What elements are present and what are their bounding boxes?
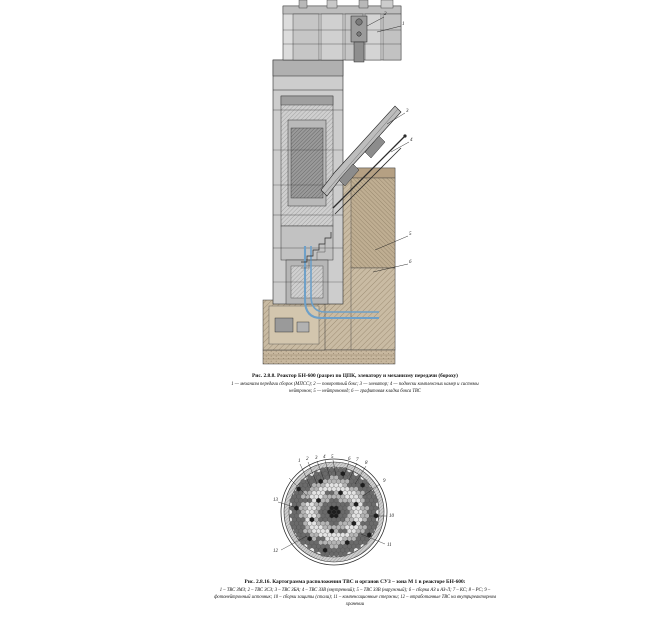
assembly-cell — [349, 548, 353, 553]
figure-core-map — [237, 440, 432, 575]
callout-3: 3 — [406, 109, 409, 114]
assembly-cell — [308, 544, 312, 549]
svg-text:1: 1 — [298, 459, 301, 464]
figure-reactor-cross-section — [255, 0, 430, 370]
svg-text:7: 7 — [356, 458, 359, 463]
svg-text:6: 6 — [348, 457, 351, 462]
svg-text:11: 11 — [387, 543, 392, 548]
assembly-cell — [356, 544, 360, 549]
figure1-caption-legend: 1 — механизм передачи сборок (МПСС); 2 — поворотный бокс; 3 — элеватор; 4 — подвески комплексных камер и системы нейтронов; 5 — нейтроновод; 6 — графитовая кладка бокса ТВС — [231, 382, 479, 395]
figure2-caption-legend: 1 – ТВС ЗМЗ; 2 – ТВС ЗСЗ; 3 – ТВС ЗБА; 4 – ТВС ЗЗВ (внутренний); 5 – ТВС ЗЗВ (наружный); 6 – сборка АЗ и АЗ-Л; 7 – КС; 8 – РС; 9 – фотонейтронный источник; 10 – сборки защиты (стали); 11 – компенсационные стержни; 12 – отработанные ТВС на внутриреакторном хранении — [214, 588, 496, 608]
callout-6: 6 — [409, 260, 412, 265]
callout-4: 4 — [410, 138, 413, 143]
svg-text:8: 8 — [365, 461, 368, 466]
svg-text:2: 2 — [306, 457, 309, 462]
figure2-caption-title: Рис. 2.8.16. Картограмма расположения ТВС и органов СУЗ – зона М 1 в реакторе БН-600: — [244, 579, 466, 585]
assembly-cell — [314, 548, 318, 553]
core-loading-map-drawing — [237, 440, 432, 575]
callout-1: 1 — [402, 22, 405, 27]
svg-text:12: 12 — [273, 549, 278, 554]
callout-2: 2 — [384, 12, 387, 17]
figure1-caption-title: Рис. 2.8.8. Реактор БН-600 (разрез по ЦПК, элеватору и механизму передачи (бороху) — [252, 373, 458, 379]
svg-text:3: 3 — [315, 456, 318, 461]
svg-text:9: 9 — [383, 479, 386, 484]
svg-text:5: 5 — [331, 455, 334, 460]
svg-text:10: 10 — [389, 514, 394, 519]
svg-text:13: 13 — [273, 498, 278, 503]
reactor-cross-section-drawing — [255, 0, 430, 370]
figure1-caption — [230, 372, 480, 395]
svg-text:4: 4 — [323, 455, 326, 460]
foundation-base — [263, 350, 395, 364]
left-concrete-vault — [263, 300, 325, 350]
assembly-cell — [301, 540, 305, 545]
assembly-lattice — [290, 467, 378, 556]
figure2-caption — [205, 578, 505, 609]
assembly-cell — [363, 540, 367, 545]
callout-5: 5 — [409, 232, 412, 237]
